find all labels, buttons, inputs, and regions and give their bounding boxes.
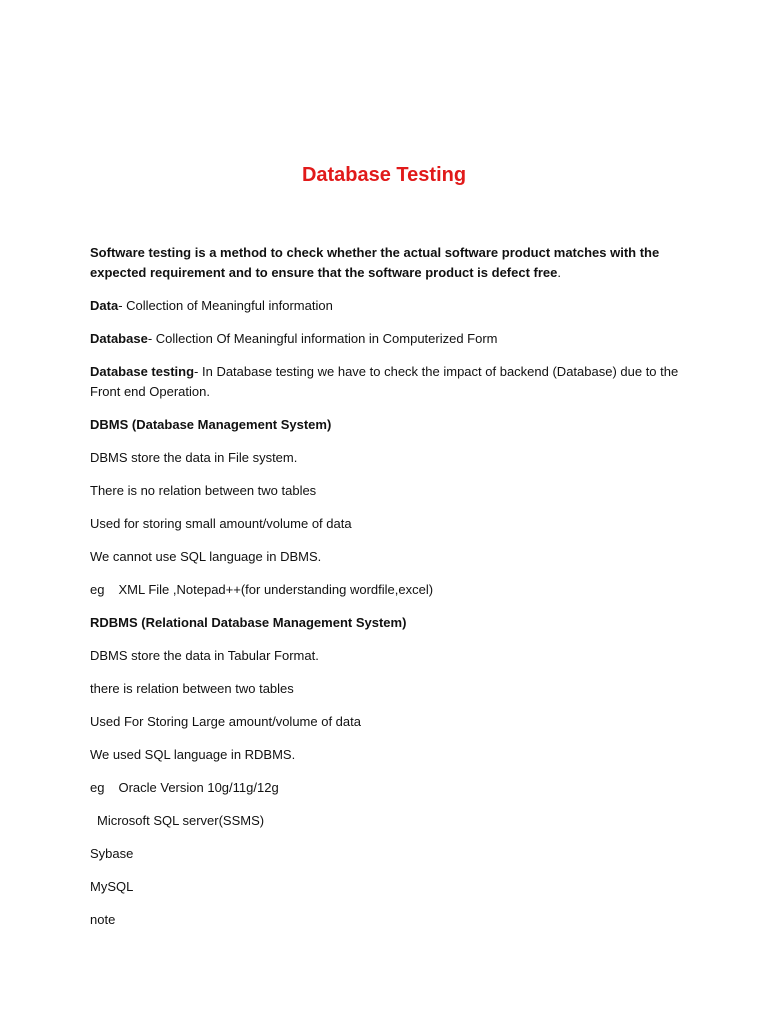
rdbms-example-item: MySQL (90, 879, 134, 894)
rdbms-line: We used SQL language in RDBMS. (90, 747, 296, 762)
dbms-line: Used for storing small amount/volume of data (90, 516, 352, 531)
definition-data (90, 296, 680, 316)
page-title: Database Testing (301, 164, 467, 186)
dbms-example (90, 580, 680, 600)
eg-text: XML File ,Notepad++(for understanding wordfile,excel) (118, 582, 434, 597)
rdbms-heading: RDBMS (Relational Database Management System) (90, 615, 407, 630)
dbms-line: We cannot use SQL language in DBMS. (90, 549, 322, 564)
dbms-line: There is no relation between two tables (90, 483, 317, 498)
document-body (90, 243, 680, 943)
definition-database-testing (90, 362, 680, 402)
intro-end: . (557, 265, 562, 280)
definition-text: - In Database testing we have to check the impact of backend (Database) due to the Front end Operation. (90, 364, 679, 399)
rdbms-line: DBMS store the data in Tabular Format. (90, 648, 319, 663)
rdbms-example (90, 778, 680, 798)
definition-term: Database (90, 331, 148, 346)
definition-text: - Collection of Meaningful information (118, 298, 333, 313)
dbms-heading: DBMS (Database Management System) (90, 417, 332, 432)
rdbms-line: there is relation between two tables (90, 681, 294, 696)
definition-term: Data (90, 298, 119, 313)
definition-term: Database testing (90, 364, 195, 379)
eg-prefix: eg (90, 582, 105, 597)
note-line: note (90, 912, 116, 927)
dbms-line: DBMS store the data in File system. (90, 450, 298, 465)
rdbms-example-item (90, 811, 680, 831)
eg-prefix: eg (90, 780, 105, 795)
definition-text: - Collection Of Meaningful information in Computerized Form (147, 331, 498, 346)
rdbms-line: Used For Storing Large amount/volume of data (90, 714, 361, 729)
intro-paragraph (90, 243, 680, 283)
eg-text: Oracle Version 10g/11g/12g (118, 780, 279, 795)
intro-bold-text: Software testing is a method to check whether the actual software product matches with the expected requirement and to ensure that the software product is defect free (90, 245, 660, 280)
rdbms-example-item: Sybase (90, 846, 134, 861)
definition-database (90, 329, 680, 349)
example-item-text: Microsoft SQL server(SSMS) (97, 813, 265, 828)
